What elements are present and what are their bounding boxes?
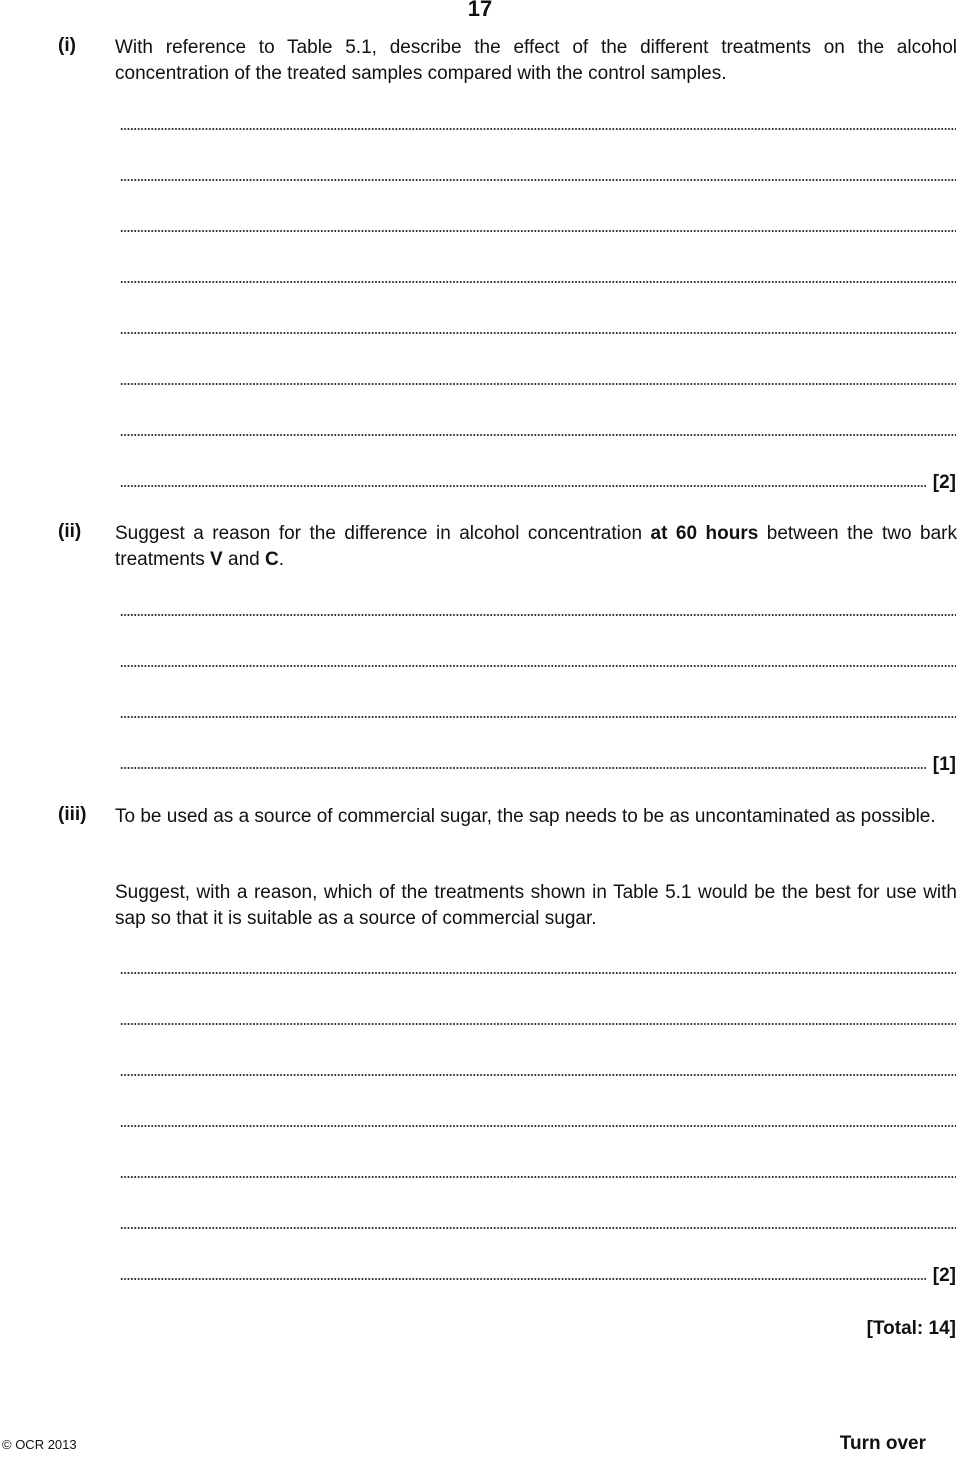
answer-line[interactable] <box>120 765 926 771</box>
answer-line[interactable] <box>120 228 956 234</box>
marks-iii: [2] <box>932 1265 956 1286</box>
answer-line[interactable] <box>120 279 956 285</box>
page-number: 17 <box>467 0 493 21</box>
answer-line[interactable] <box>120 1276 926 1282</box>
answer-line[interactable] <box>120 1123 956 1129</box>
question-label-i: (i) <box>58 35 76 56</box>
answer-line[interactable] <box>120 432 956 438</box>
answer-line[interactable] <box>120 970 956 976</box>
answer-line[interactable] <box>120 330 956 336</box>
question-text-ii: Suggest a reason for the difference in alcohol concentration at 60 hours between the two bark treatments V and C. <box>115 523 957 570</box>
answer-line[interactable] <box>120 126 956 132</box>
answer-line[interactable] <box>120 1225 956 1231</box>
question-label-iii: (iii) <box>58 804 87 825</box>
question-text-i: With reference to Table 5.1, describe the effect of the different treatments on the alcohol concentration of the treated samples compared with the control samples. <box>115 37 957 84</box>
answer-line[interactable] <box>120 177 956 183</box>
marks-ii: [1] <box>932 754 956 775</box>
copyright-notice: © OCR 2013 <box>2 1437 77 1452</box>
total-marks: [Total: 14] <box>866 1318 956 1339</box>
question-text-iii-para1: To be used as a source of commercial sugar, the sap needs to be as uncontaminated as possible. <box>115 806 936 827</box>
answer-line[interactable] <box>120 612 956 618</box>
question-label-ii: (ii) <box>58 521 82 542</box>
turn-over-label: Turn over <box>839 1433 926 1454</box>
answer-line[interactable] <box>120 663 956 669</box>
answer-line[interactable] <box>120 483 926 489</box>
answer-line[interactable] <box>120 1021 956 1027</box>
question-text-iii-para2: Suggest, with a reason, which of the treatments shown in Table 5.1 would be the best for use with sap so that it is suitable as a source of commercial sugar. <box>115 882 957 929</box>
answer-line[interactable] <box>120 714 956 720</box>
answer-line[interactable] <box>120 1072 956 1078</box>
answer-line[interactable] <box>120 381 956 387</box>
marks-i: [2] <box>932 472 956 493</box>
answer-line[interactable] <box>120 1174 956 1180</box>
